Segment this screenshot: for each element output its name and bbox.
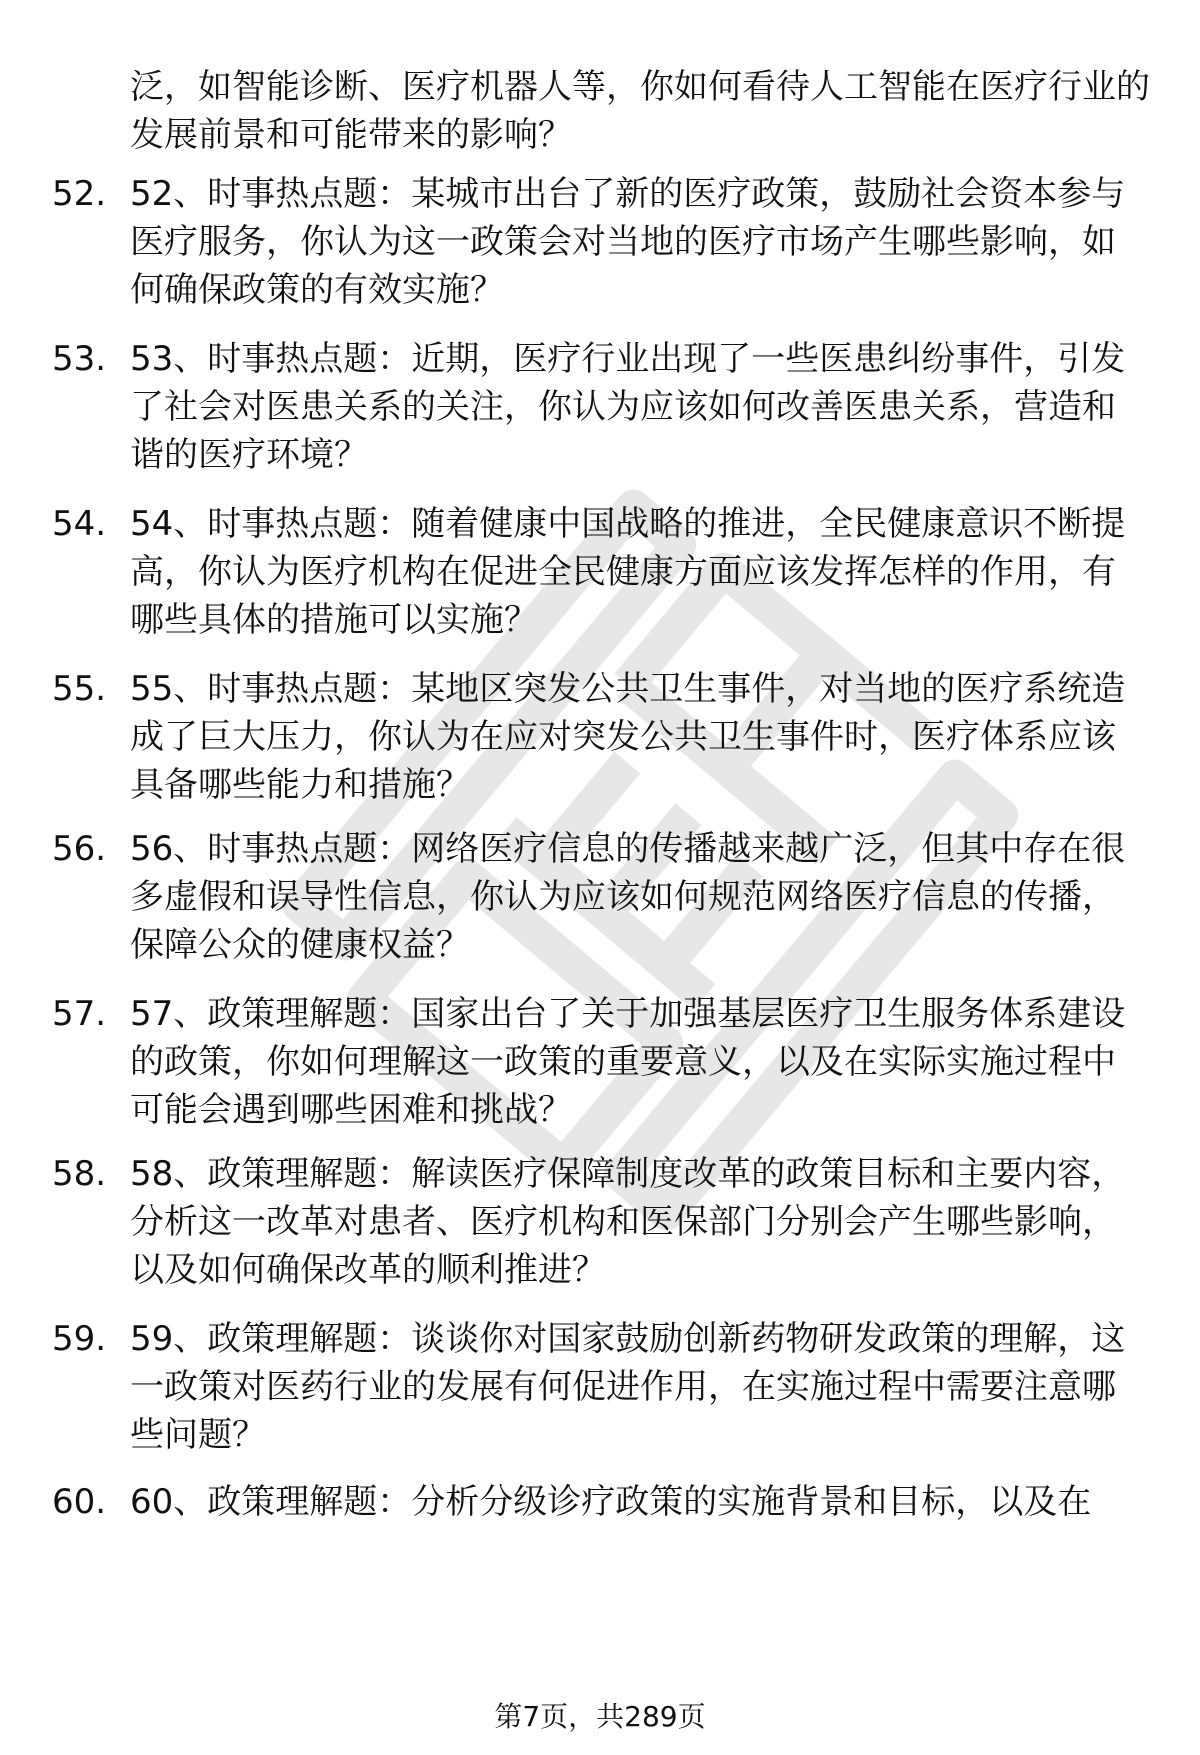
item-text: 55、时事热点题：某地区突发公共卫生事件，对当地的医疗系统造成了巨大压力，你认为在应对突发公共卫生事件时，医疗体系应该具备哪些能力和措施？ <box>130 669 1126 805</box>
item-text: 52、时事热点题：某城市出台了新的医疗政策，鼓励社会资本参与医疗服务，你认为这一政策会对当地的医疗市场产生哪些影响，如何确保政策的有效实施？ <box>130 174 1126 310</box>
item-number: 58. <box>52 1154 107 1194</box>
item-number: 53. <box>52 339 107 379</box>
item-number: 60. <box>52 1482 107 1522</box>
item-number: 55. <box>52 669 107 709</box>
item-text: 59、政策理解题：谈谈你对国家鼓励创新药物研发政策的理解，这一政策对医药行业的发展有何促进作用，在实施过程中需要注意哪些问题？ <box>130 1319 1126 1455</box>
item-number: 56. <box>52 829 107 869</box>
item-number: 57. <box>52 994 107 1034</box>
item-text: 53、时事热点题：近期，医疗行业出现了一些医患纠纷事件，引发了社会对医患关系的关注，你认为应该如何改善医患关系，营造和谐的医疗环境？ <box>130 339 1126 475</box>
page-footer: 第7页，共289页 <box>494 1700 706 1733</box>
item-number: 54. <box>52 504 107 544</box>
item-text: 57、政策理解题：国家出台了关于加强基层医疗卫生服务体系建设的政策，你如何理解这一政策的重要意义，以及在实际实施过程中可能会遇到哪些困难和挑战？ <box>130 994 1126 1130</box>
item-text: 58、政策理解题：解读医疗保障制度改革的政策目标和主要内容，分析这一改革对患者、医疗机构和医保部门分别会产生哪些影响，以及如何确保改革的顺利推进？ <box>130 1154 1126 1290</box>
item-text: 54、时事热点题：随着健康中国战略的推进，全民健康意识不断提高，你认为医疗机构在促进全民健康方面应该发挥怎样的作用，有哪些具体的措施可以实施？ <box>130 504 1126 640</box>
item-number: 52. <box>52 174 107 214</box>
item-text: 60、政策理解题：分析分级诊疗政策的实施背景和目标，以及在 <box>130 1482 1092 1522</box>
continuation-text: 泛，如智能诊断、医疗机器人等，你如何看待人工智能在医疗行业的发展前景和可能带来的影响？ <box>130 67 1150 155</box>
item-text: 56、时事热点题：网络医疗信息的传播越来越广泛，但其中存在很多虚假和误导性信息，你认为应该如何规范网络医疗信息的传播，保障公众的健康权益？ <box>130 829 1126 965</box>
item-number: 59. <box>52 1319 107 1359</box>
